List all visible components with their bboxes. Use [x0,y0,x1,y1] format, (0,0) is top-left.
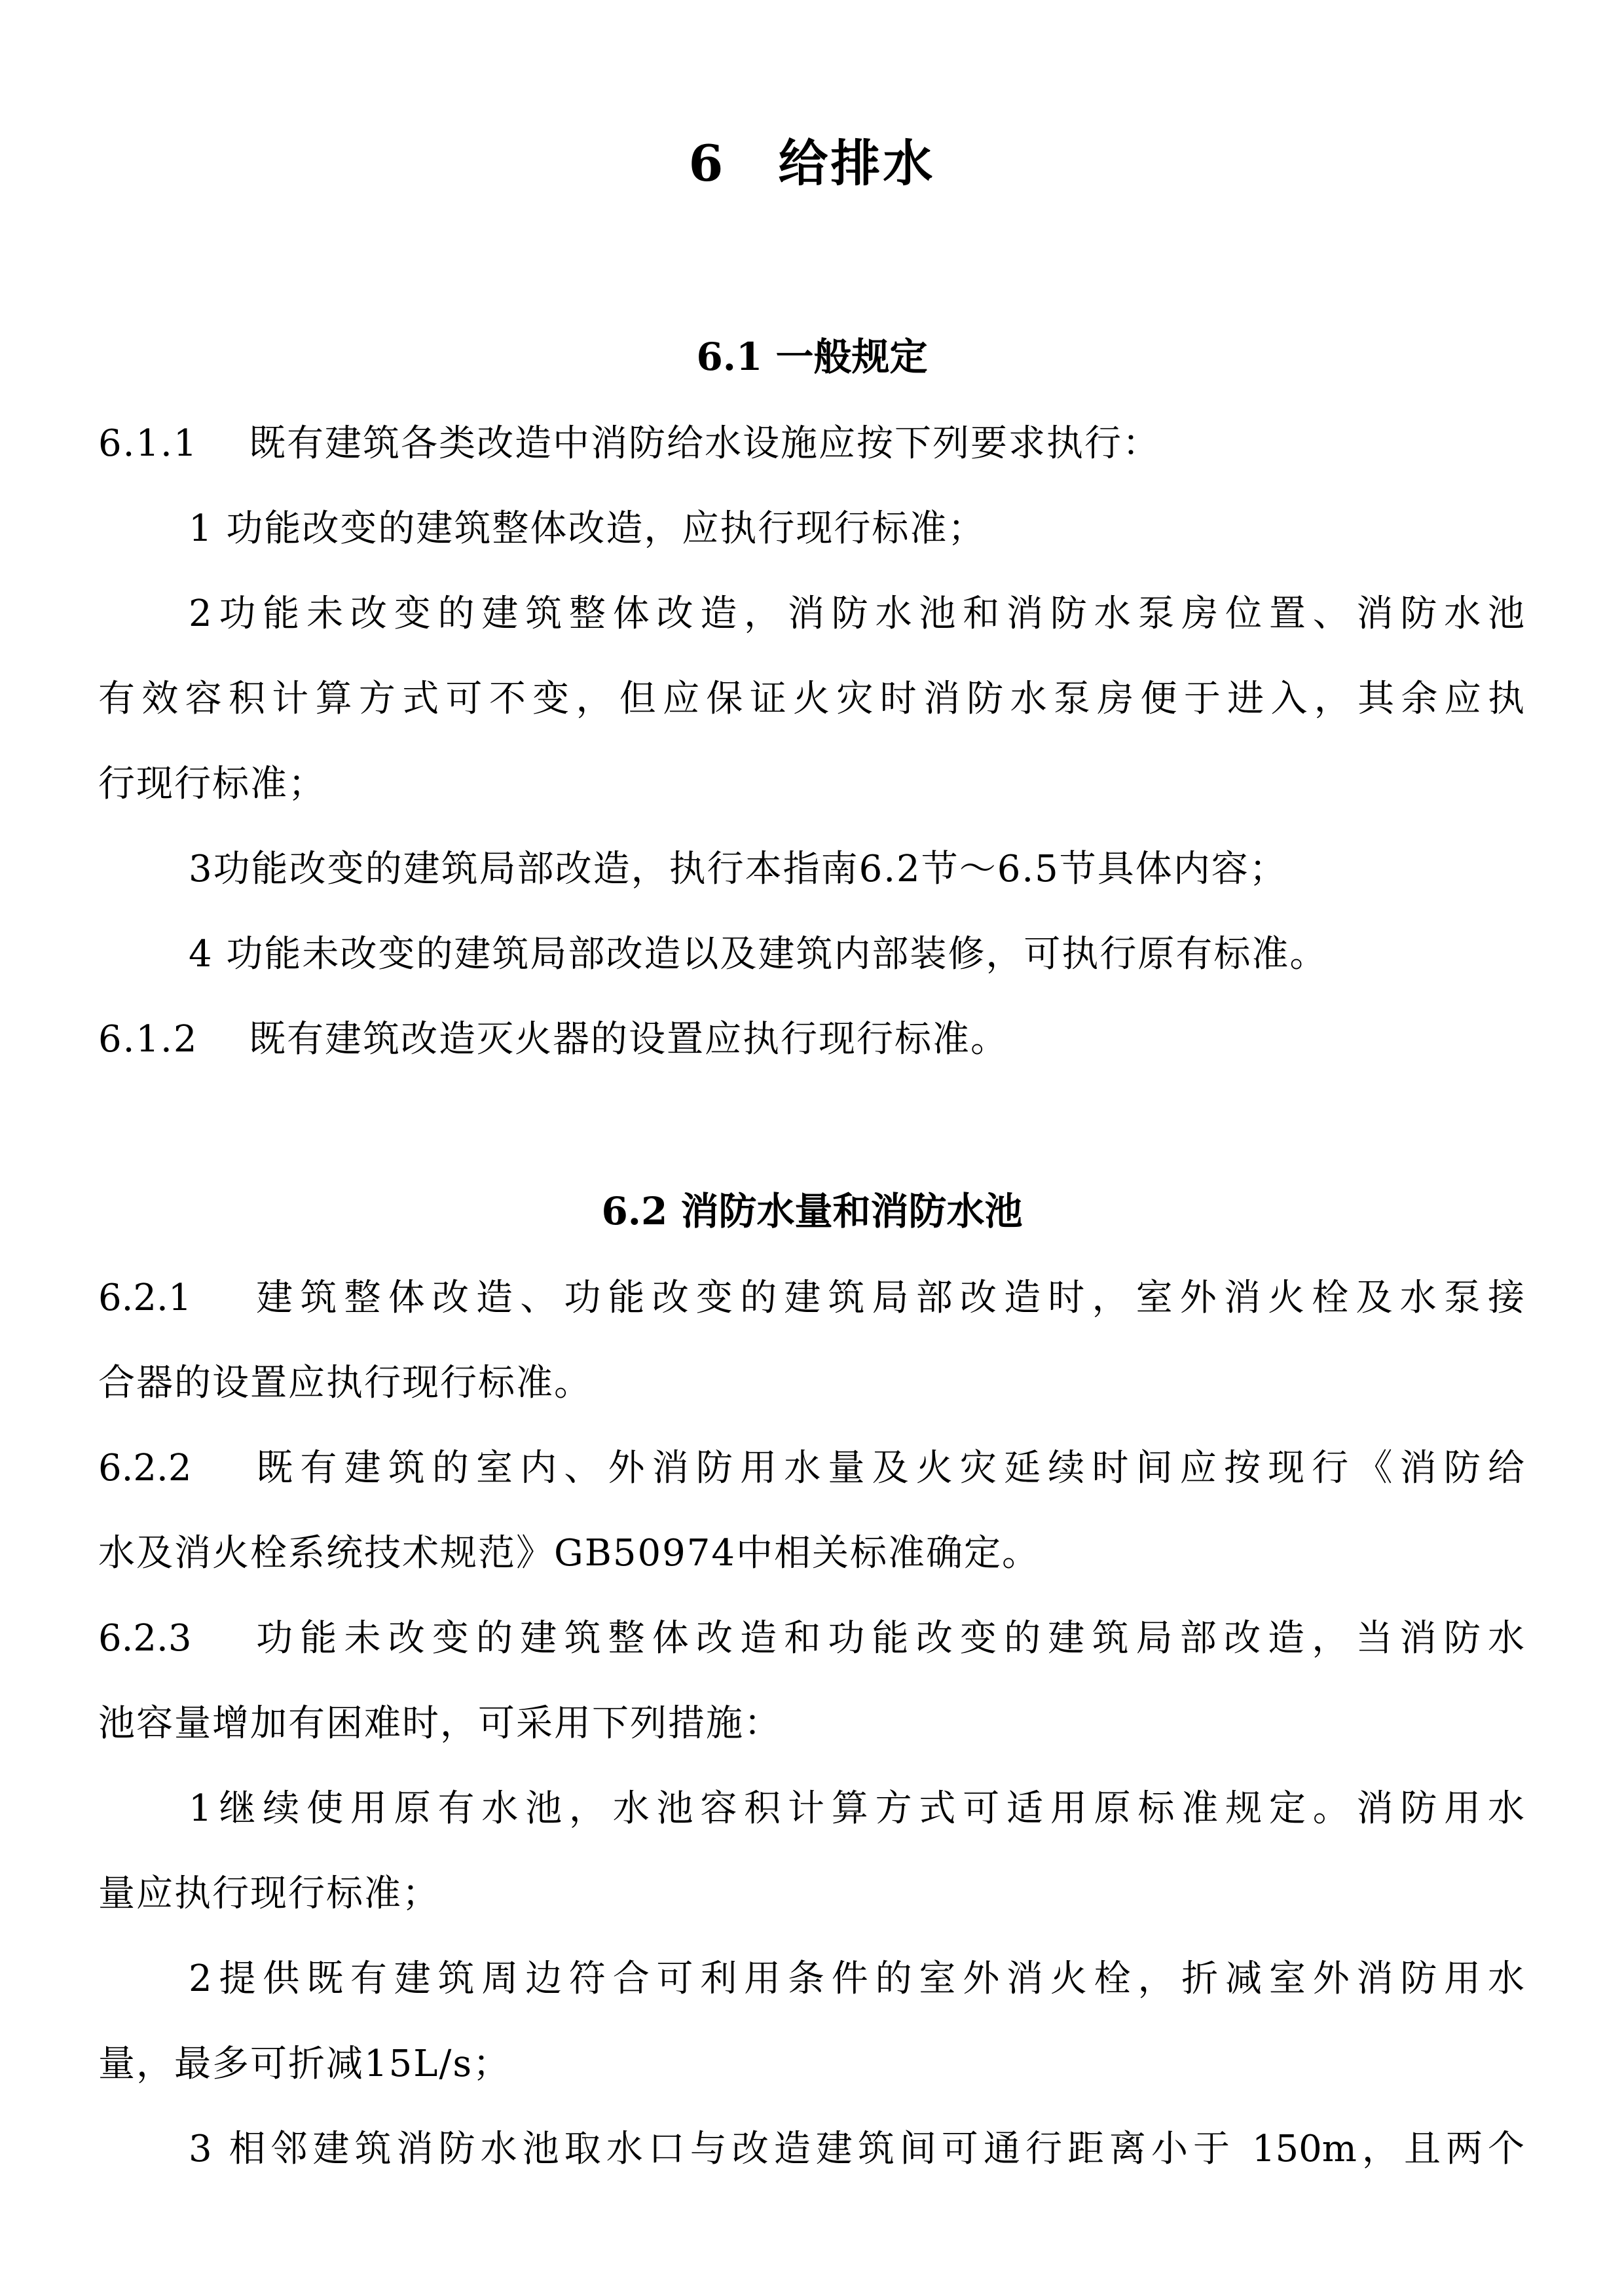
clause-6-2-3-item-3-line-1: 3 相邻建筑消防水池取水口与改造建筑间可通行距离小于 150m，且两个 [189,2128,1524,2170]
clause-6-2-2-line-1 [98,1436,1524,1501]
chapter-title: 6 给排水 [688,134,936,192]
clause-6-1-1-item-2-line-2: 有效容积计算方式可不变，但应保证火灾时消防水泵房便于进入，其余应执 [98,678,1524,720]
clause-6-2-1-line-1 [98,1266,1524,1331]
clause-6-1-1-item-3: 3功能改变的建筑局部改造，执行本指南6.2节～6.5节具体内容； [189,848,1287,890]
clause-6-2-3-line-2: 池容量增加有困难时，可采用下列措施： [98,1702,782,1745]
clause-6-1-1-item-1: 1 功能改变的建筑整体改造，应执行现行标准； [189,507,986,550]
clause-6-1-1-item-4: 4 功能未改变的建筑局部改造以及建筑内部装修，可执行原有标准。 [189,933,1328,975]
clause-number: 6.2.1 [98,1277,192,1319]
clause-6-2-2-line-2: 水及消火栓系统技术规范》GB50974中相关标准确定。 [98,1532,1041,1575]
clause-6-1-1 [98,411,1160,477]
clause-number: 6.1.1 [98,422,198,465]
clause-number: 6.2.3 [98,1617,192,1660]
section-title-6-1: 6.1 一般规定 [696,335,928,379]
clause-text: 既有建筑改造灭火器的设置应执行现行标准。 [249,1018,1008,1061]
clause-text: 既有建筑的室内、外消防用水量及火灾延续时间应按现行《消防给 [249,1447,1524,1489]
clause-number: 6.1.2 [98,1018,198,1061]
clause-6-1-2 [98,1007,1008,1072]
clause-number: 6.2.2 [98,1447,192,1489]
clause-text: 功能未改变的建筑整体改造和功能改变的建筑局部改造，当消防水 [249,1617,1524,1660]
clause-6-2-1-line-2: 合器的设置应执行现行标准。 [98,1362,592,1404]
clause-6-2-3-line-1 [98,1606,1524,1671]
clause-text: 建筑整体改造、功能改变的建筑局部改造时，室外消火栓及水泵接 [249,1277,1524,1319]
clause-6-1-1-item-2-line-3: 行现行标准； [98,763,326,805]
clause-6-2-3-item-1-line-2: 量应执行现行标准； [98,1872,440,1915]
clause-6-2-3-item-1-line-1: 1继续使用原有水池，水池容积计算方式可适用原标准规定。消防用水 [189,1787,1524,1830]
clause-6-2-3-item-2-line-1: 2提供既有建筑周边符合可利用条件的室外消火栓，折减室外消防用水 [189,1958,1524,2000]
clause-text: 既有建筑各类改造中消防给水设施应按下列要求执行： [249,422,1160,465]
section-title-6-2: 6.2 消防水量和消防水池 [601,1189,1023,1233]
clause-6-2-3-item-2-line-2: 量，最多可折减15L/s； [98,2043,511,2085]
clause-6-1-1-item-2-line-1: 2功能未改变的建筑整体改造，消防水池和消防水泵房位置、消防水池 [189,592,1524,635]
